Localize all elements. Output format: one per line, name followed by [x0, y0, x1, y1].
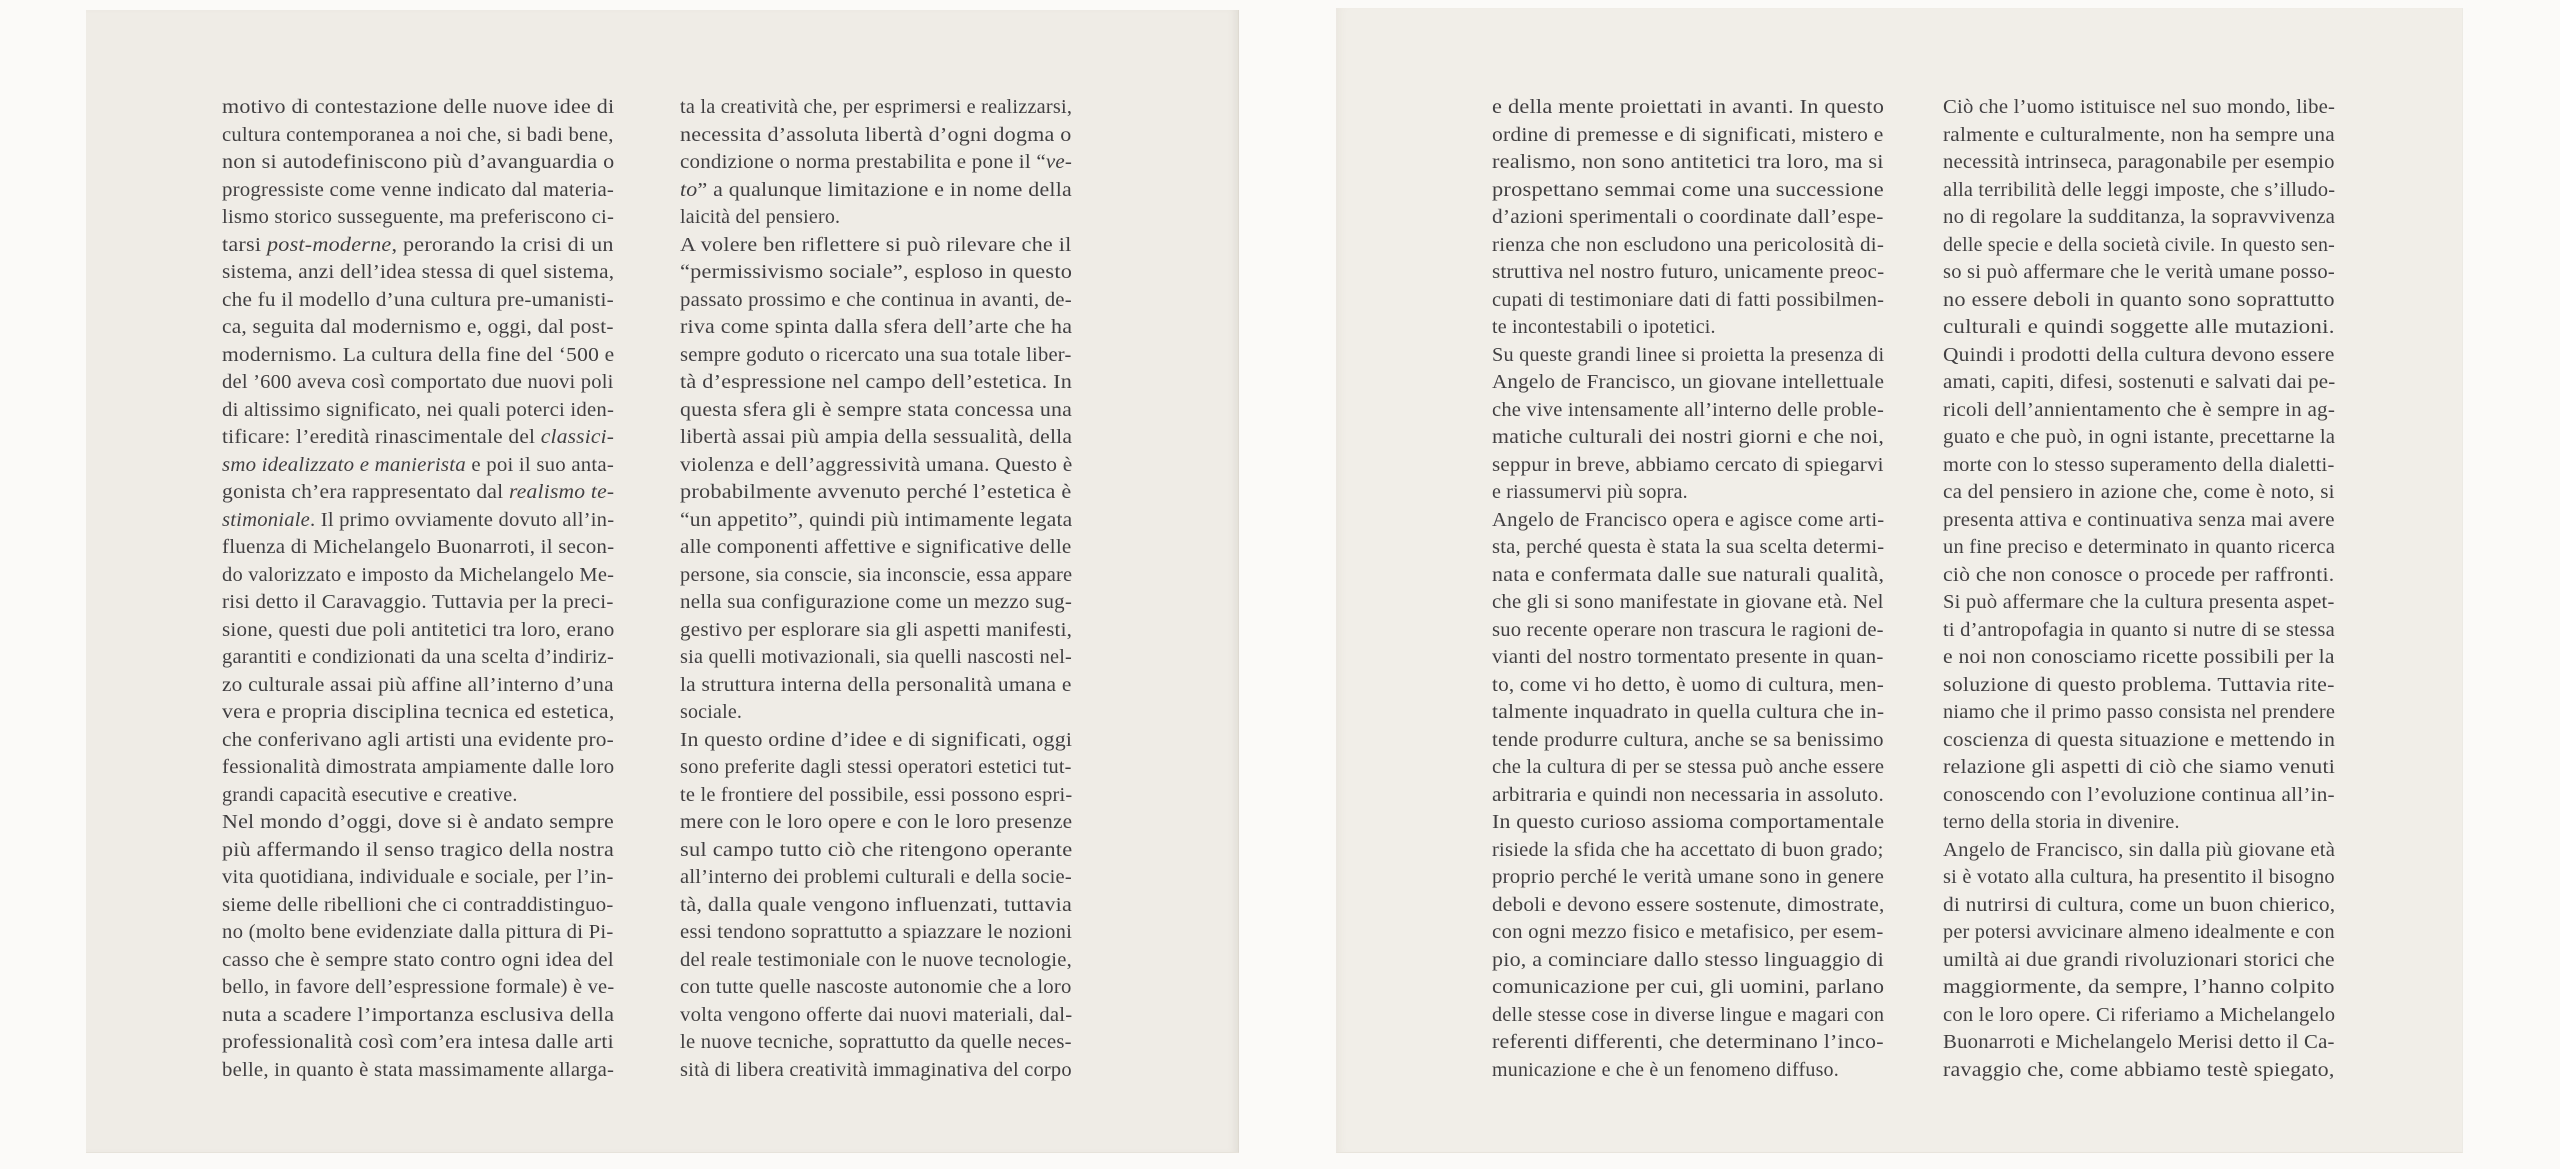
- text-line: per potersi avvicinare almeno idealmente e con: [1943, 921, 2335, 943]
- text-column-4: [1943, 94, 2335, 1084]
- text-line: non si autodefiniscono più d’avanguardia o: [222, 151, 615, 173]
- text-line: probabilmente avvenuto perché l’estetica è: [680, 481, 1072, 503]
- text-line: passato prossimo e che continua in avanti, de-: [680, 288, 1072, 311]
- text-line: laicità del pensiero.: [680, 206, 841, 228]
- text-line: necessità intrinseca, paragonabile per esempio: [1943, 151, 2335, 173]
- text-line: relazione gli aspetti di ciò che siamo venuti: [1943, 756, 2336, 778]
- text-line: Quindi i prodotti della cultura devono essere: [1943, 343, 2335, 366]
- text-line: che conferivano agli artisti una evidente pro-: [222, 728, 614, 751]
- text-line: motivo di contestazione delle nuove idee di: [222, 96, 615, 118]
- text-line: realismo, non sono antitetici tra loro, ma si: [1492, 151, 1884, 173]
- text-line: Si può affermare che la cultura presenta aspet-: [1943, 591, 2335, 613]
- text-line: no (molto bene evidenziate dalla pittura di Pi-: [222, 921, 614, 943]
- text-line: grandi capacità esecutive e creative.: [222, 783, 518, 806]
- text-line: Angelo de Francisco opera e agisce come arti-: [1492, 508, 1885, 531]
- text-line: gonista ch’era rappresentato dal realismo te-: [222, 481, 615, 503]
- text-line: e della mente proiettati in avanti. In questo: [1492, 96, 1885, 118]
- text-line: all’interno dei problemi culturali e della socie-: [680, 866, 1072, 888]
- text-line: si è votato alla cultura, ha presentito il bisogno: [1943, 866, 2335, 888]
- text-line: sono preferite dagli stessi operatori estetici tut-: [680, 756, 1072, 778]
- text-line: modernismo. La cultura della fine del ‘500 e: [222, 343, 615, 366]
- text-line: “permissivismo sociale”, esploso in questo: [680, 261, 1073, 283]
- text-line: ciò che non conosce o procede per raffronti.: [1943, 563, 2335, 586]
- text-line: sione, questi due poli antitetici tra loro, erano: [222, 618, 615, 641]
- text-line: che vive intensamente all’interno delle proble-: [1492, 398, 1885, 421]
- text-line: Nel mondo d’oggi, dove si è andato sempre: [222, 811, 615, 833]
- text-line: matiche culturali dei nostri giorni e che noi,: [1492, 426, 1885, 448]
- text-line: Angelo de Francisco, un giovane intellettuale: [1492, 371, 1885, 393]
- text-line: delle stesse cose in diverse lingue e magari con: [1492, 1003, 1885, 1026]
- text-line: persone, sia conscie, sia inconscie, essa appare: [680, 563, 1073, 586]
- text-line: ca del pensiero in azione che, come è noto, si: [1943, 481, 2335, 503]
- text-line: tà, dalla quale vengono influenzati, tuttavia: [680, 893, 1072, 916]
- text-line: vera e propria disciplina tecnica ed estetica,: [222, 701, 615, 723]
- text-line: tarsi post-moderne, perorando la crisi di un: [222, 233, 614, 256]
- text-line: ravaggio che, come abbiamo testè spiegato,: [1943, 1058, 2335, 1081]
- text-line: sociale.: [680, 701, 743, 723]
- text-line: ta la creatività che, per esprimersi e realizzarsi,: [680, 96, 1073, 118]
- text-line: ricoli dell’annientamento che è sempre in ag-: [1943, 398, 2336, 421]
- text-line: tende produrre cultura, anche se sa benissimo: [1492, 728, 1884, 751]
- text-line: con ogni mezzo fisico e metafisico, per esem-: [1492, 921, 1884, 943]
- text-line: sieme delle ribellioni che ci contraddistinguo-: [222, 893, 614, 916]
- text-line: del ’600 aveva così comportato due nuovi poli: [222, 371, 614, 393]
- text-line: nella sua configurazione come un mezzo sug-: [680, 591, 1073, 613]
- text-line: pio, a cominciare dallo stesso linguaggio di: [1492, 948, 1884, 971]
- text-line: rienza che non escludono una pericolosità di-: [1492, 233, 1885, 256]
- text-line: professionalità così com’era intesa dalle arti: [222, 1031, 614, 1053]
- text-line: ti d’antropofagia in quanto si nutre di se stessa: [1943, 618, 2335, 641]
- text-line: che la cultura di per se stessa può anche essere: [1492, 756, 1885, 778]
- text-line: so si può affermare che le verità umane posso-: [1943, 261, 2335, 283]
- text-line: prospettano semmai come una successione: [1492, 178, 1884, 201]
- text-line: sempre goduto o ricercato una sua totale liber-: [680, 343, 1072, 366]
- text-line: talmente inquadrato in quella cultura che in-: [1492, 701, 1885, 723]
- text-line: bello, in favore dell’espressione formale) è ve-: [222, 976, 615, 998]
- text-line: no essere deboli in quanto sono soprattutto: [1943, 288, 2335, 311]
- text-line: morte con lo stesso superamento della dialetti-: [1943, 453, 2335, 476]
- text-line: guato e che può, in ogni istante, precettarne la: [1943, 426, 2336, 448]
- text-line: soluzione di questo problema. Tuttavia rite-: [1943, 673, 2335, 696]
- text-column-1: [222, 94, 614, 1084]
- text-line: arbitraria e quindi non necessaria in assoluto.: [1492, 783, 1884, 806]
- text-line: stimoniale. Il primo ovviamente dovuto all’in-: [222, 508, 615, 531]
- text-line: fluenza di Michelangelo Buonarroti, il secon-: [222, 536, 615, 558]
- text-line: A volere ben riflettere si può rilevare che il: [680, 233, 1072, 256]
- text-column-2: [680, 94, 1072, 1084]
- text-line: mere con le loro opere e con le loro presenze: [680, 811, 1073, 833]
- text-line: Su queste grandi linee si proietta la presenza di: [1492, 343, 1885, 366]
- text-line: referenti differenti, che determinano l’inco-: [1492, 1031, 1884, 1053]
- text-line: fessionalità dimostrata ampiamente dalle loro: [222, 756, 615, 778]
- text-line: suo recente operare non trascura le ragioni de-: [1492, 618, 1884, 641]
- text-line: libertà assai più ampia della sessualità, della: [680, 426, 1073, 448]
- text-line: con tutte quelle nascoste autonomie che a loro: [680, 976, 1072, 998]
- text-line: violenza e dell’aggressività umana. Questo è: [680, 453, 1073, 476]
- text-line: del reale testimoniale con le nuove tecnologie,: [680, 948, 1072, 971]
- text-column-3: [1492, 94, 1884, 1084]
- text-line: terno della storia in divenire.: [1943, 811, 2180, 833]
- text-line: In questo curioso assioma comportamentale: [1492, 811, 1885, 833]
- text-line: te le frontiere del possibile, essi possono espri-: [680, 783, 1073, 806]
- text-line: zo culturale assai più affine all’interno d’una: [222, 673, 614, 696]
- text-line: di nutrirsi di cultura, come un buon chierico,: [1943, 893, 2336, 916]
- text-line: no di regolare la sudditanza, la sopravvivenza: [1943, 206, 2336, 228]
- text-line: umiltà ai due grandi rivoluzionari storici che: [1943, 948, 2335, 971]
- text-line: vita quotidiana, individuale e sociale, per l’in-: [222, 866, 614, 888]
- text-line: presenta attiva e continuativa senza mai avere: [1943, 508, 2335, 531]
- text-line: condizione o norma prestabilita e pone il “ve-: [680, 151, 1073, 173]
- text-line: seppur in breve, abbiamo cercato di spiegarvi: [1492, 453, 1884, 476]
- text-line: sità di libera creatività immaginativa del corpo: [680, 1058, 1072, 1081]
- text-line: che fu il modello d’una cultura pre-umanisti-: [222, 288, 614, 311]
- text-line: volta vengono offerte dai nuovi materiali, dal-: [680, 1003, 1073, 1026]
- text-line: alla terribilità delle leggi imposte, che s’illudo-: [1943, 178, 2336, 201]
- text-line: to, come vi ho detto, è uomo di cultura, men-: [1492, 673, 1885, 696]
- text-line: e riassumervi più sopra.: [1492, 481, 1688, 503]
- text-line: maggiormente, da sempre, l’hanno colpito: [1943, 976, 2335, 998]
- text-line: necessita d’assoluta libertà d’ogni dogma o: [680, 123, 1072, 146]
- text-line: sistema, anzi dell’idea stessa di quel sistema,: [222, 261, 615, 283]
- text-line: un fine preciso e determinato in quanto ricerca: [1943, 536, 2336, 558]
- text-line: In questo ordine d’idee e di significati, oggi: [680, 728, 1073, 751]
- text-line: delle specie e della società civile. In questo sen-: [1943, 233, 2335, 256]
- text-line: Angelo de Francisco, sin dalla più giovane età: [1943, 838, 2336, 861]
- text-line: to” a qualunque limitazione e in nome della: [680, 178, 1072, 201]
- text-line: alle componenti affettive e significative delle: [680, 536, 1072, 558]
- text-line: cultura contemporanea a noi che, si badi bene,: [222, 123, 614, 146]
- text-line: vianti del nostro tormentato presente in quan-: [1492, 646, 1884, 668]
- text-line: culturali e quindi soggette alle mutazioni.: [1943, 316, 2335, 338]
- text-line: più affermando il senso tragico della nostra: [222, 838, 614, 861]
- text-line: coscienza di questa situazione e mettendo in: [1943, 728, 2336, 751]
- text-line: Ciò che l’uomo istituisce nel suo mondo, libe-: [1943, 96, 2336, 118]
- text-line: ca, seguita dal modernismo e, oggi, dal post-: [222, 316, 614, 338]
- text-line: sta, perché questa è stata la sua scelta determi-: [1492, 536, 1885, 558]
- text-line: amati, capiti, difesi, sostenuti e salvati dai pe-: [1943, 371, 2336, 393]
- text-line: smo idealizzato e manierista e poi il suo anta-: [222, 453, 615, 476]
- text-line: e noi non conosciamo ricette possibili per la: [1943, 646, 2335, 668]
- text-line: gestivo per esplorare sia gli aspetti manifesti,: [680, 618, 1073, 641]
- text-line: Buonarroti e Michelangelo Merisi detto il Ca-: [1943, 1031, 2335, 1053]
- text-line: casso che è sempre stato contro ogni idea del: [222, 948, 614, 971]
- text-line: “un appetito”, quindi più intimamente legata: [680, 508, 1073, 531]
- text-line: sia quelli motivazionali, sia quelli nascosti nel-: [680, 646, 1073, 668]
- text-line: che gli si sono manifestate in giovane età. Nel: [1492, 591, 1884, 613]
- text-line: proprio perché le verità umane sono in genere: [1492, 866, 1885, 888]
- text-line: con le loro opere. Ci riferiamo a Michelangelo: [1943, 1003, 2336, 1026]
- text-line: comunicazione per cui, gli uomini, parlano: [1492, 976, 1885, 998]
- text-line: la struttura interna della personalità umana e: [680, 673, 1072, 696]
- text-line: nata e confermata dalle sue naturali qualità,: [1492, 563, 1885, 586]
- text-line: le nuove tecniche, soprattutto da quelle neces-: [680, 1031, 1072, 1053]
- text-line: belle, in quanto è stata massimamente allarga-: [222, 1058, 615, 1081]
- text-line: conoscendo con l’evoluzione continua all’in-: [1943, 783, 2335, 806]
- text-line: cupati di testimoniare dati di fatti possibilmen-: [1492, 288, 1885, 311]
- text-line: questa sfera gli è sempre stata concessa una: [680, 398, 1073, 421]
- text-line: te incontestabili o ipotetici.: [1492, 316, 1716, 338]
- text-line: progressiste come venne indicato dal materia-: [222, 178, 615, 201]
- text-line: di altissimo significato, nei quali poterci iden-: [222, 398, 615, 421]
- text-line: ralmente e culturalmente, non ha sempre una: [1943, 123, 2335, 146]
- text-line: essi tendono soprattutto a spiazzare le nozioni: [680, 921, 1073, 943]
- text-line: tà d’espressione nel campo dell’estetica. In: [680, 371, 1073, 393]
- text-line: lismo storico susseguente, ma preferiscono ci-: [222, 206, 615, 228]
- text-line: nuta a scadere l’importanza esclusiva della: [222, 1003, 615, 1026]
- text-line: garantiti e condizionati da una scelta d’indiriz-: [222, 646, 614, 668]
- text-line: do valorizzato e imposto da Michelangelo Me-: [222, 563, 615, 586]
- text-line: d’azioni sperimentali o coordinate dall’espe-: [1492, 206, 1884, 228]
- text-line: ordine di premesse e di significati, mistero e: [1492, 123, 1884, 146]
- text-line: sul campo tutto ciò che ritengono operante: [680, 838, 1073, 861]
- text-line: risi detto il Caravaggio. Tuttavia per la preci-: [222, 591, 614, 613]
- text-line: niamo che il primo passo consista nel prendere: [1943, 701, 2336, 723]
- text-line: municazione e che è un fenomeno diffuso.: [1492, 1058, 1839, 1081]
- text-line: tificare: l’eredità rinascimentale del classici-: [222, 426, 615, 448]
- text-line: risiede la sfida che ha accettato di buon grado;: [1492, 838, 1884, 861]
- text-line: struttiva nel nostro futuro, unicamente preoc-: [1492, 261, 1885, 283]
- text-line: deboli e devono essere sostenute, dimostrate,: [1492, 893, 1885, 916]
- text-line: riva come spinta dalla sfera dell’arte che ha: [680, 316, 1073, 338]
